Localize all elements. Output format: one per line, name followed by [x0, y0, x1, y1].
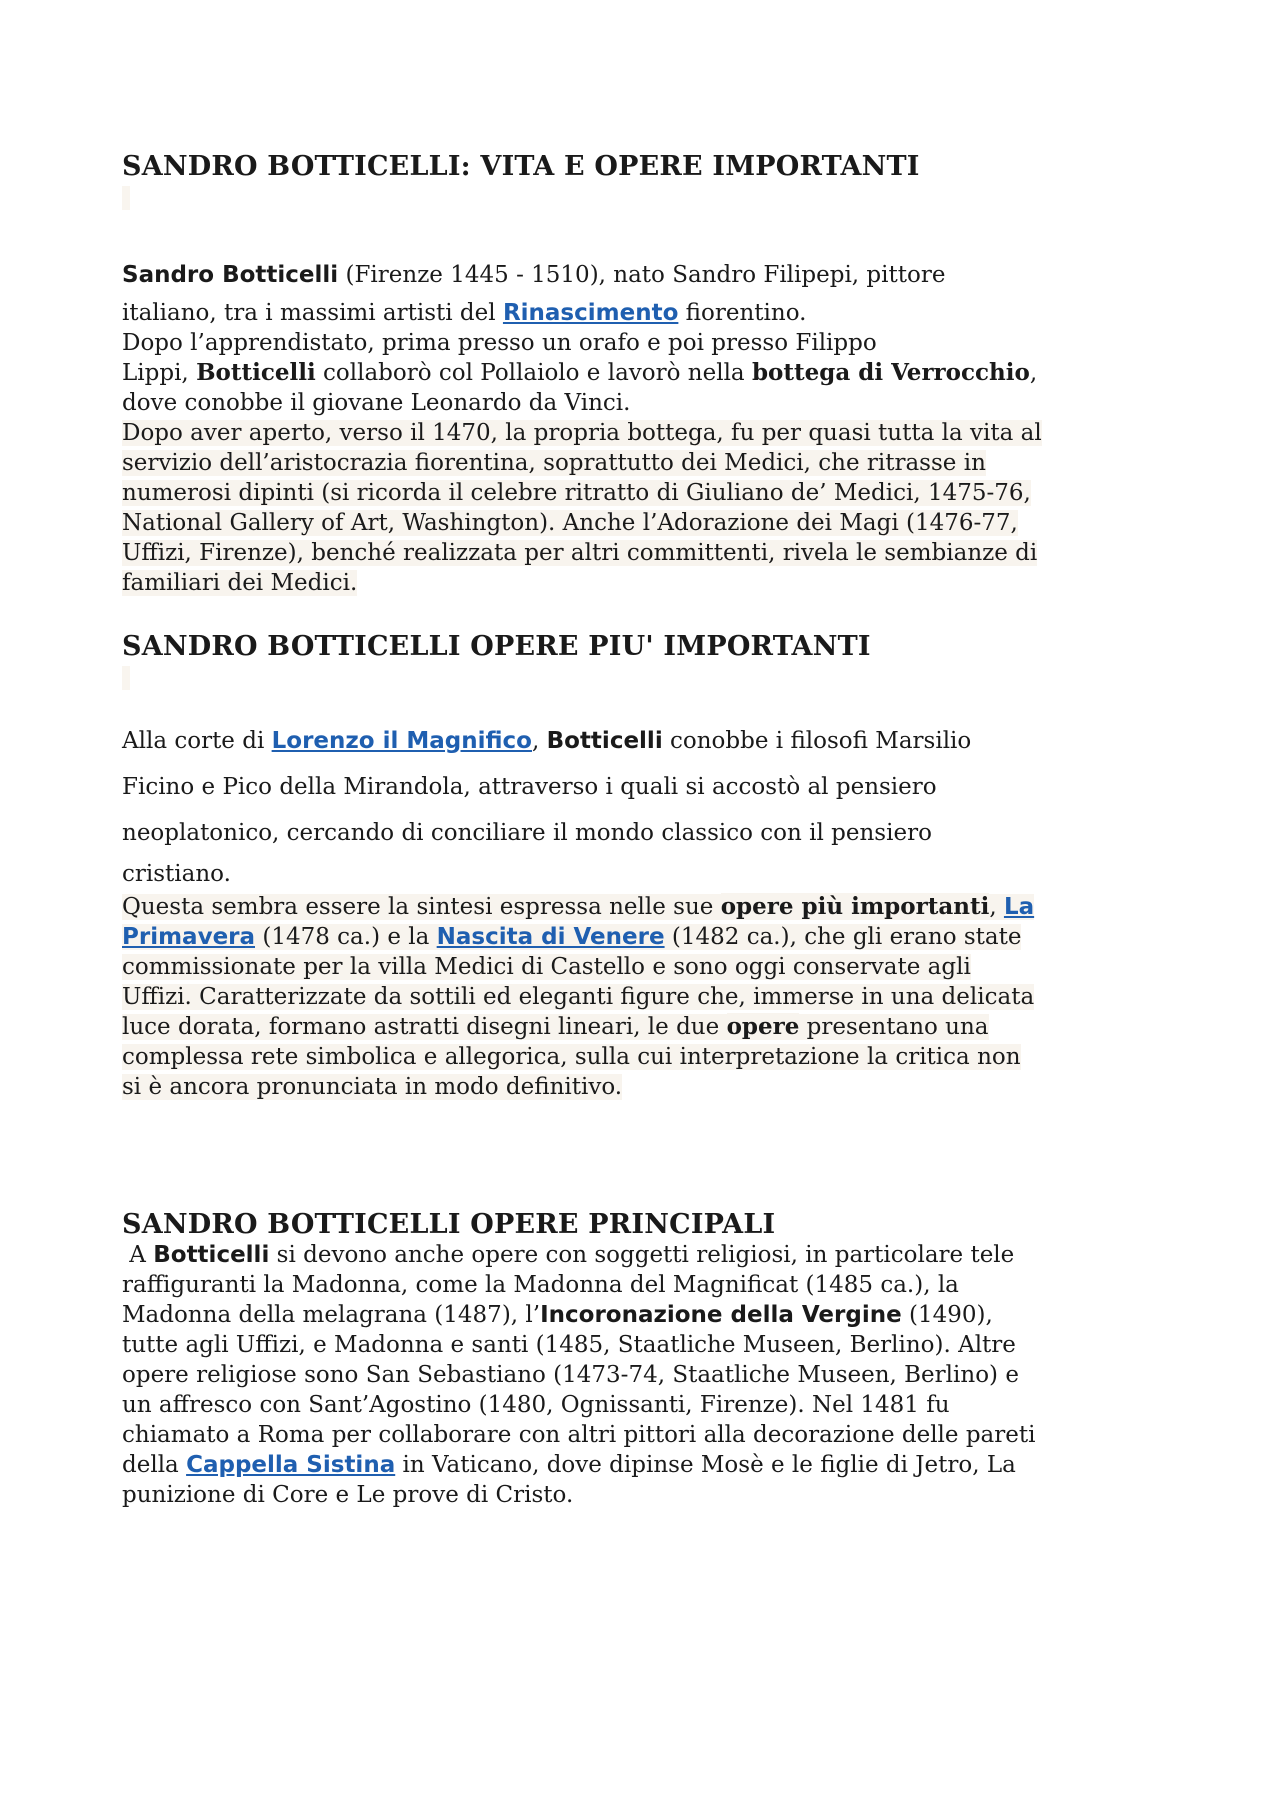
paragraph-marker: [122, 186, 130, 210]
text-run: tutte agli Uffizi, e Madonna e santi (1485, Staatliche Museen, Berlino). Altre: [122, 1332, 1016, 1358]
text-run: Dopo aver aperto, verso il 1470, la propria bottega, fu per quasi tutta la vita al: [122, 420, 1042, 446]
bold-name: Botticelli: [546, 728, 663, 754]
bold-phrase: opere più importanti: [720, 893, 990, 920]
text-run: ,: [531, 728, 547, 754]
text-run: complessa rete simbolica e allegorica, sulla cui interpretazione la critica non: [122, 1044, 1021, 1070]
paragraph-marker: [122, 666, 130, 690]
apprendistato-line-3: [122, 388, 1172, 418]
religiose-line-7: [122, 1420, 1172, 1450]
highlighted-paragraph-opere: [122, 892, 1172, 1102]
paragraph-line: [122, 538, 1172, 568]
paragraph-line: [122, 418, 1172, 448]
text-run: dove conobbe il giovane Leonardo da Vinci.: [122, 390, 631, 416]
text-run: conobbe i filosofi Marsilio: [662, 728, 972, 754]
text-run: si è ancora pronunciata in modo definitivo.: [122, 1074, 623, 1100]
rinascimento-link[interactable]: Rinascimento: [502, 300, 679, 326]
text-run: chiamato a Roma per collaborare con altri pittori alla decorazione delle pareti: [122, 1422, 1036, 1448]
text-run: ,: [1029, 360, 1038, 386]
paragraph-line: [122, 922, 1172, 952]
section-title-opere-principali: SANDRO BOTTICELLI OPERE PRINCIPALI: [122, 1209, 776, 1240]
text-run: collaborò col Pollaiolo e lavorò nella: [315, 360, 752, 386]
text-run: fiorentino.: [678, 300, 807, 326]
text-run: numerosi dipinti (si ricorda il celebre ritratto di Giuliano de’ Medici, 1475-76,: [122, 480, 1031, 506]
text-run: servizio dell’aristocrazia fiorentina, soprattutto dei Medici, che ritrasse in: [122, 450, 986, 476]
text-run: luce dorata, formano astratti disegni lineari, le due: [122, 1014, 727, 1040]
text-run: commissionate per la villa Medici di Castello e sono oggi conservate agli: [122, 954, 971, 980]
text-run: familiari dei Medici.: [122, 570, 358, 596]
text-run: A: [122, 1242, 154, 1268]
paragraph-line: [122, 982, 1172, 1012]
text-run: (1482 ca.), che gli erano state: [664, 924, 1022, 950]
paragraph-line: [122, 1012, 1172, 1042]
text-run: Ficino e Pico della Mirandola, attraverso i quali si accostò al pensiero: [122, 774, 937, 800]
text-run: in Vaticano, dove dipinse Mosè e le figlie di Jetro, La: [395, 1452, 1016, 1478]
intro-line-2: [122, 298, 1172, 328]
religiose-line-8: [122, 1450, 1172, 1480]
text-run: un affresco con Sant’Agostino (1480, Ognissanti, Firenze). Nel 1481 fu: [122, 1392, 950, 1418]
text-run: National Gallery of Art, Washington). Anche l’Adorazione dei Magi (1476-77,: [122, 510, 1018, 536]
text-run: (1490),: [901, 1302, 993, 1328]
paragraph-line: [122, 508, 1172, 538]
corte-line-3: [122, 810, 1172, 856]
text-run: opere religiose sono San Sebastiano (1473-74, Staatliche Museen, Berlino) e: [122, 1362, 1019, 1388]
la-primavera-link-part2[interactable]: Primavera: [122, 924, 256, 950]
bold-name: Sandro Botticelli: [122, 262, 339, 288]
apprendistato-line-1: [122, 328, 1172, 358]
religiose-line-2: [122, 1270, 1172, 1300]
cappella-sistina-link[interactable]: Cappella Sistina: [186, 1452, 396, 1478]
lorenzo-il-magnifico-link[interactable]: Lorenzo il Magnifico: [271, 728, 532, 754]
text-run: della: [122, 1452, 187, 1478]
apprendistato-line-2: [122, 358, 1172, 388]
paragraph-line: [122, 478, 1172, 508]
text-run: Alla corte di: [122, 728, 272, 754]
bold-name: Botticelli: [153, 1242, 270, 1268]
text-run: Questa sembra essere la sintesi espressa nelle sue: [122, 894, 721, 920]
corte-line-2: [122, 764, 1172, 810]
religiose-line-6: [122, 1390, 1172, 1420]
corte-line-4: [122, 856, 1172, 892]
paragraph-line: [122, 952, 1172, 982]
text-run: Madonna della melagrana (1487), l’: [122, 1302, 541, 1328]
bold-phrase: bottega di Verrocchio: [751, 359, 1030, 386]
intro-line-1: [122, 252, 1172, 298]
section-title-opere-piu-importanti: SANDRO BOTTICELLI OPERE PIU' IMPORTANTI: [122, 631, 871, 662]
religiose-line-3: [122, 1300, 1172, 1330]
text-run: ,: [989, 894, 1004, 920]
paragraph-line: [122, 1072, 1172, 1102]
text-run: neoplatonico, cercando di conciliare il mondo classico con il pensiero: [122, 820, 932, 846]
document-page: [122, 150, 1172, 1510]
religiose-line-9: [122, 1480, 1172, 1510]
text-run: italiano, tra i massimi artisti del: [122, 300, 503, 326]
text-run: raffiguranti la Madonna, come la Madonna del Magnificat (1485 ca.), la: [122, 1272, 959, 1298]
paragraph-line: [122, 568, 1172, 598]
paragraph-line: [122, 448, 1172, 478]
section-title-vita-opere: SANDRO BOTTICELLI: VITA E OPERE IMPORTANTI: [122, 151, 920, 182]
bold-phrase: Incoronazione della Vergine: [540, 1302, 902, 1328]
text-run: Uffizi. Caratterizzate da sottili ed eleganti figure che, immerse in una delicata: [122, 984, 1035, 1010]
religiose-line-4: [122, 1330, 1172, 1360]
text-run: (1478 ca.) e la: [255, 924, 437, 950]
religiose-line-1: [122, 1240, 1172, 1270]
text-run: Lippi,: [122, 360, 197, 386]
bold-phrase: opere: [726, 1013, 800, 1040]
bold-name: Botticelli: [196, 359, 316, 386]
religiose-line-5: [122, 1360, 1172, 1390]
la-primavera-link-part1[interactable]: La: [1003, 894, 1035, 920]
text-run: (Firenze 1445 - 1510), nato Sandro Filipepi, pittore: [338, 262, 946, 288]
text-run: cristiano.: [122, 861, 231, 887]
text-run: Dopo l’apprendistato, prima presso un orafo e poi presso Filippo: [122, 330, 877, 356]
text-run: punizione di Core e Le prove di Cristo.: [122, 1482, 574, 1508]
paragraph-line: [122, 892, 1172, 922]
text-run: Uffizi, Firenze), benché realizzata per altri committenti, rivela le sembianze di: [122, 540, 1038, 566]
nascita-di-venere-link[interactable]: Nascita di Venere: [436, 924, 665, 950]
highlighted-paragraph-medici: [122, 418, 1172, 598]
corte-line-1: [122, 718, 1172, 764]
text-run: si devono anche opere con soggetti religiosi, in particolare tele: [269, 1242, 1015, 1268]
paragraph-line: [122, 1042, 1172, 1072]
text-run: presentano una: [799, 1014, 989, 1040]
